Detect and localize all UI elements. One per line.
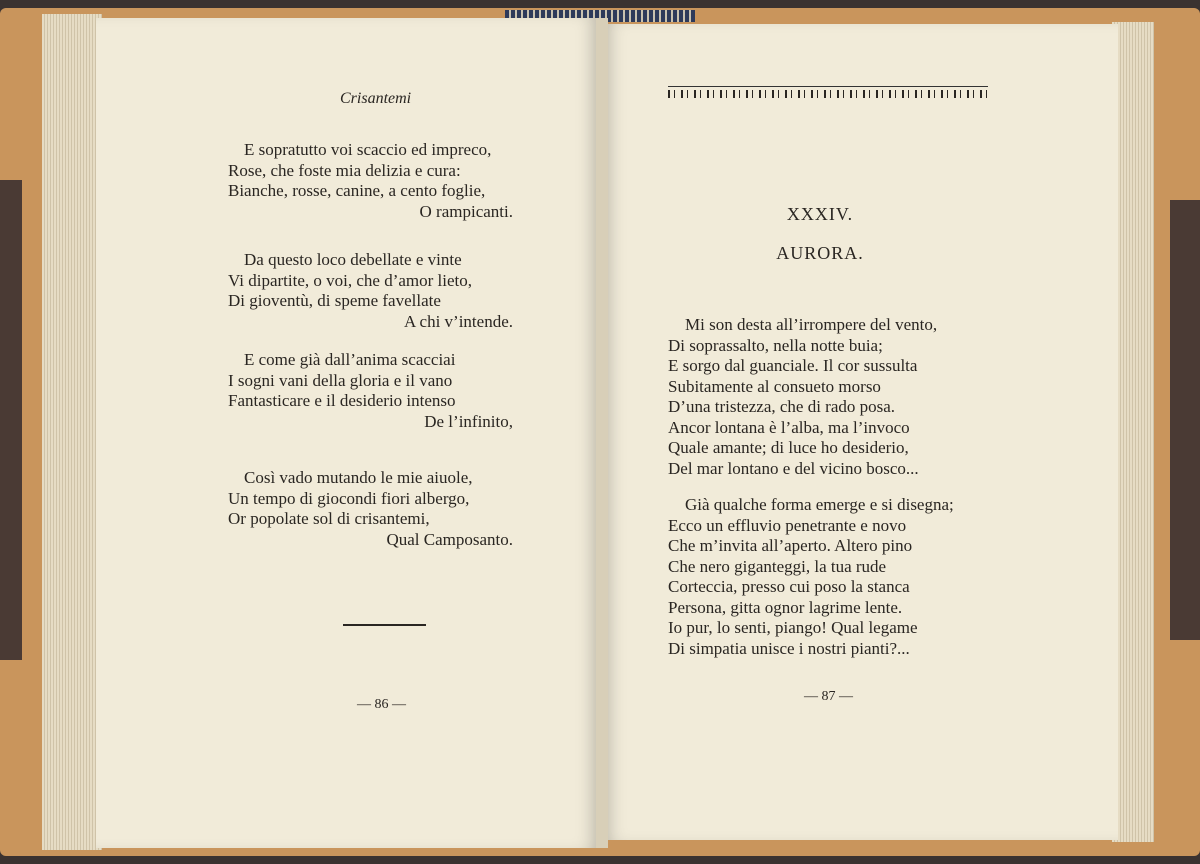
poem-line: Persona, gitta ognor lagrime lente. (668, 597, 903, 617)
poem-line: E come già dall’anima scacciai (244, 350, 456, 369)
poem-line: E sopratutto voi scaccio ed impreco, (244, 140, 492, 159)
cover-corner-left (0, 180, 22, 660)
page-edges-left (42, 14, 102, 850)
poem-line: Corteccia, presso cui poso la stanca (668, 577, 910, 596)
poem-line: Così vado mutando le mie aiuole, (244, 468, 473, 487)
poem-line: E sorgo dal guanciale. Il cor sussulta (668, 356, 918, 375)
poem-line: Da questo loco debellate e vinte (244, 250, 462, 269)
poem-line: Già qualche forma emerge e si disegna; (685, 495, 954, 514)
poem-line: D’una tristezza, che di rado posa. (668, 397, 896, 416)
poem-line: Vi dipartite, o voi, che d’amor lieto, (228, 270, 472, 290)
running-head: Crisantemi (340, 90, 412, 107)
poem-line: Qual Camposanto. (386, 529, 513, 549)
poem-line: Di simpatia unisce i nostri pianti?... (668, 638, 910, 658)
poem-number: XXXIV. (786, 204, 854, 224)
poem-line: Un tempo di giocondi fiori albergo, (228, 488, 470, 508)
poem-line: O rampicanti. (419, 201, 513, 221)
gutter (596, 18, 608, 848)
poem-line: Mi son desta all’irrompere del vento, (685, 315, 938, 334)
poem-line: Che nero giganteggi, la tua rude (668, 556, 887, 576)
page-number-left: — 86 — (357, 697, 406, 712)
poem-line: De l’infinito, (424, 411, 513, 431)
poem-line: Di gioventù, di speme favellate (228, 291, 441, 310)
poem-line: Ancor lontana è l’alba, ma l’invoco (668, 417, 910, 437)
poem-line: Subitamente al consueto morso (668, 376, 881, 396)
poem-line: Bianche, rosse, canine, a cento foglie, (228, 181, 486, 200)
poem-line: Rose, che foste mia delizia e cura: (228, 160, 461, 180)
poem-line: A chi v’intende. (403, 311, 513, 331)
poem-line: Del mar lontano e del vicino bosco... (668, 458, 919, 478)
poem-line: I sogni vani della gloria e il vano (228, 370, 453, 390)
poem-line: Fantasticare e il desiderio intenso (228, 391, 456, 410)
poem-line: Che m’invita all’aperto. Altero pino (668, 536, 913, 555)
poem-title: AURORA. (776, 243, 864, 263)
page-number-right: — 87 — (804, 689, 853, 704)
poem-line: Quale amante; di luce ho desiderio, (668, 438, 909, 457)
poem-line: Di soprassalto, nella notte buia; (668, 335, 883, 355)
section-rule (343, 624, 426, 626)
poem-line: Or popolate sol di crisantemi, (228, 509, 430, 528)
cover-corner-right (1170, 200, 1200, 640)
poem-line: Ecco un effluvio penetrante e novo (668, 515, 907, 535)
poem-line: Io pur, lo senti, piango! Qual legame (668, 618, 918, 637)
decorative-ornament (668, 86, 988, 101)
page-edges-right (1112, 22, 1154, 842)
